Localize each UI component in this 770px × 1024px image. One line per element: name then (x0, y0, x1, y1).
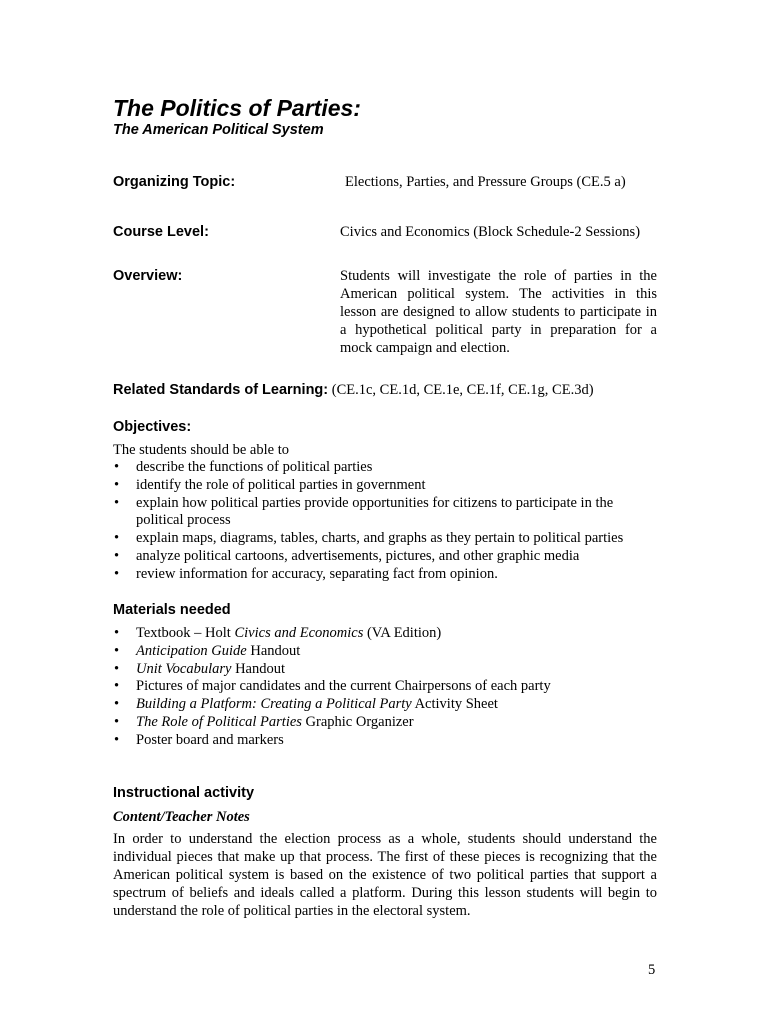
bullet-icon: • (114, 625, 120, 641)
list-item: • analyze political cartoons, advertisements, pictures, and other graphic media (114, 547, 580, 564)
instructional-heading: Instructional activity (113, 785, 255, 801)
related-standards (113, 381, 594, 399)
page-title: The Politics of Parties: (113, 95, 361, 121)
bullet-icon: • (114, 565, 120, 582)
list-item: • review information for accuracy, separating fact from opinion. (114, 565, 498, 582)
objectives-heading: Objectives: (113, 419, 192, 435)
bullet-icon: • (114, 642, 120, 659)
list-item: • The Role of Political Parties Graphic Organizer (114, 713, 414, 730)
bullet-icon: • (114, 459, 120, 475)
course-level-label: Course Level: (113, 224, 209, 240)
related-standards-label: Related Standards of Learning: (113, 382, 329, 398)
list-item: • Pictures of major candidates and the current Chairpersons of each party (114, 678, 551, 695)
bullet-icon: • (114, 494, 120, 511)
list-item: • Textbook – Holt Civics and Economics (VA Edition) (114, 625, 442, 641)
bullet-icon: • (114, 678, 120, 695)
page-subtitle: The American Political System (113, 122, 324, 138)
course-level-value: Civics and Economics (Block Schedule-2 Sessions) (340, 224, 641, 240)
bullet-icon: • (114, 660, 120, 677)
list-item: • Unit Vocabulary Handout (114, 660, 286, 677)
organizing-topic-value: Elections, Parties, and Pressure Groups (CE.5 a) (345, 174, 626, 190)
list-item: • Anticipation Guide Handout (114, 642, 301, 659)
bullet-icon: • (114, 731, 120, 748)
materials-list (113, 625, 658, 750)
bullet-icon: • (114, 696, 120, 713)
bullet-icon: • (114, 713, 120, 730)
materials-heading: Materials needed (113, 602, 231, 618)
bullet-icon: • (114, 530, 120, 547)
overview-text: Students will investigate the role of parties in the American political system. The activities in this lesson are designed to allow students to participate in a hypothetical political party in preparation for a mock campaign and election. (340, 268, 657, 356)
objectives-intro: The students should be able to (113, 442, 289, 458)
page-number: 5 (648, 962, 656, 978)
teacher-notes-paragraph: In order to understand the election process as a whole, students should understand the individual pieces that make up that process. The first of these pieces is recognizing that the American political system is based on the existence of two political parties that support a spectrum of beliefs and ideals called a platform. During this lesson students will begin to understand the role of political parties in the electoral system. (113, 831, 657, 919)
list-item: • Building a Platform: Creating a Political Party Activity Sheet (114, 696, 498, 713)
objectives-list (113, 459, 658, 584)
list-item: • describe the functions of political parties (114, 459, 373, 475)
related-standards-value: (CE.1c, CE.1d, CE.1e, CE.1f, CE.1g, CE.3d) (331, 382, 594, 398)
overview-label: Overview: (113, 268, 183, 284)
bullet-icon: • (114, 476, 120, 493)
organizing-topic-label: Organizing Topic: (113, 174, 236, 190)
list-item: • identify the role of political parties in government (114, 476, 426, 493)
teacher-notes-heading: Content/Teacher Notes (113, 809, 250, 825)
bullet-icon: • (114, 547, 120, 564)
list-item: • explain how political parties provide opportunities for citizens to participate in the political process (114, 494, 614, 529)
list-item: • explain maps, diagrams, tables, charts, and graphs as they pertain to political parties (114, 530, 624, 547)
list-item: • Poster board and markers (114, 731, 284, 748)
